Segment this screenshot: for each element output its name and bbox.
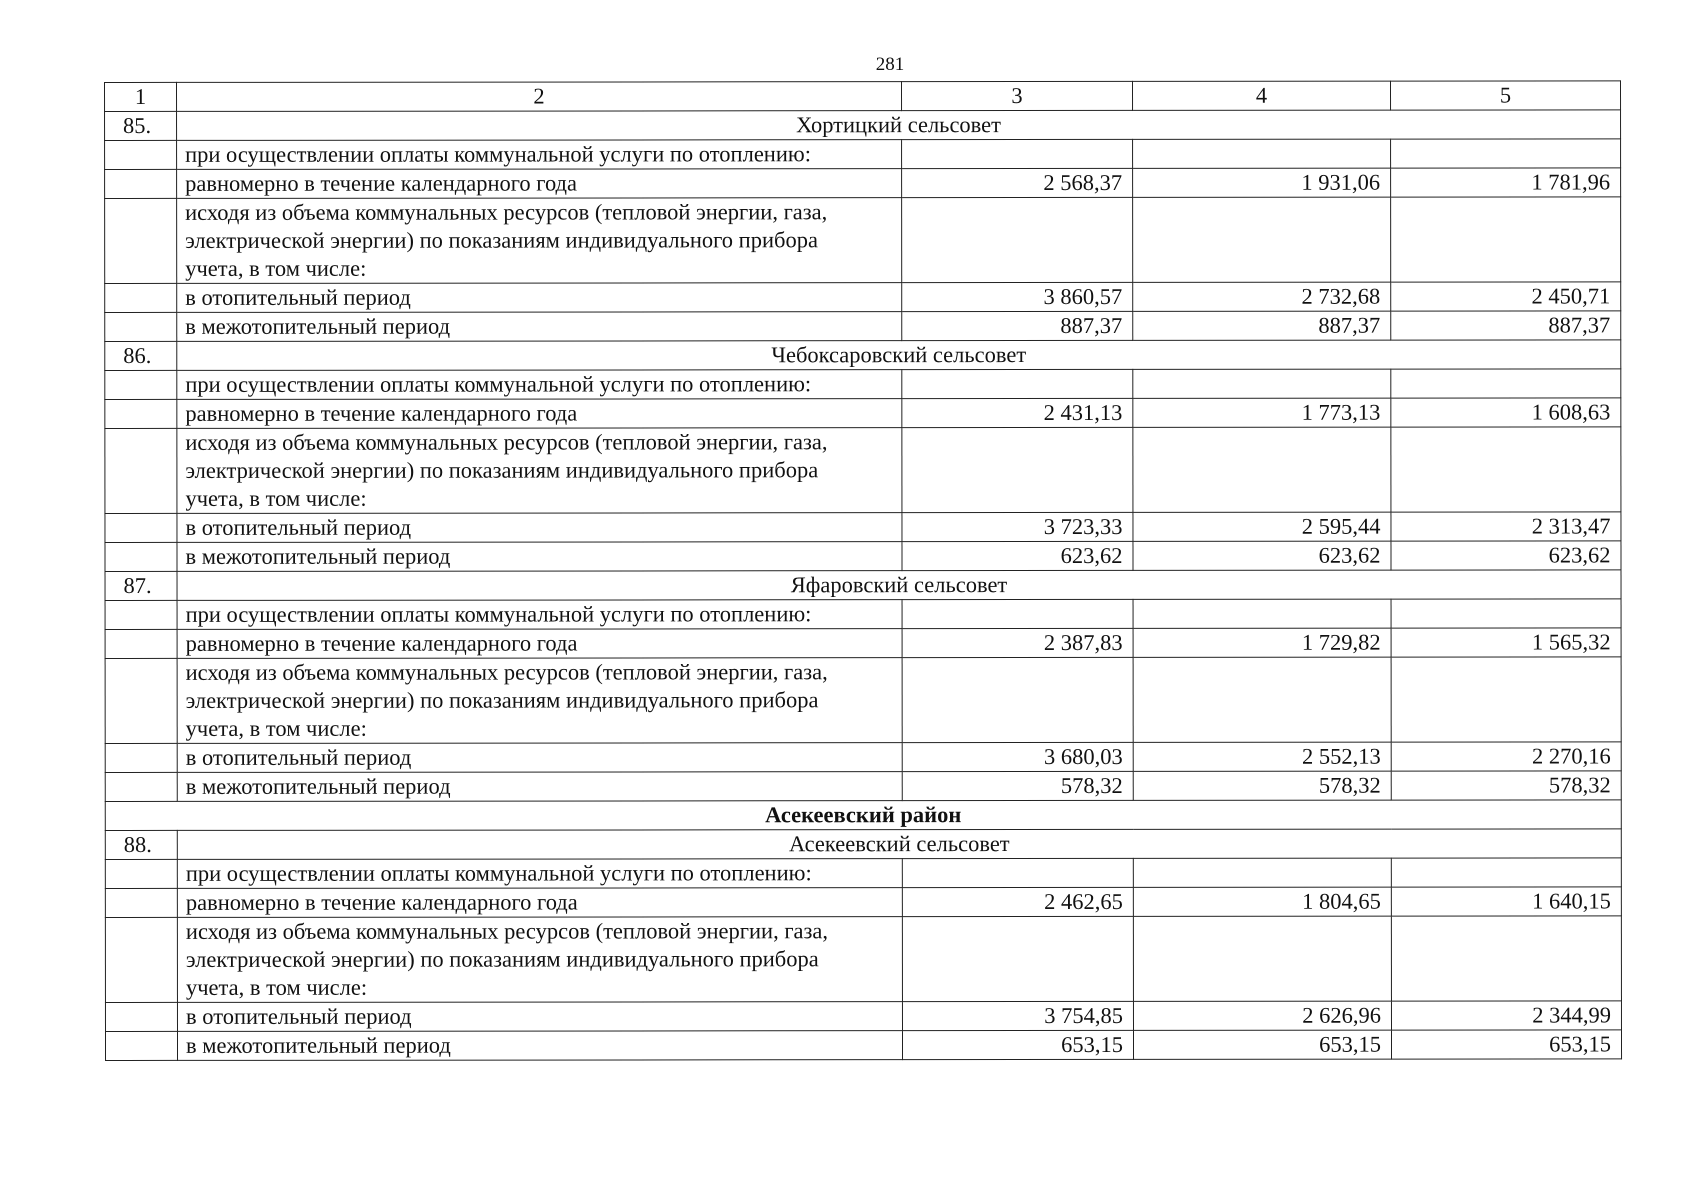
council-name: Чебоксаровский сельсовет xyxy=(177,340,1621,371)
meter-label-line: учета, в том числе: xyxy=(185,485,367,511)
tariff-value: 623,62 xyxy=(1133,541,1391,570)
payment-label-row xyxy=(105,369,1621,400)
tariff-value: 2 313,47 xyxy=(1391,512,1621,541)
empty-cell xyxy=(902,427,1133,512)
tariff-value: 2 595,44 xyxy=(1133,512,1391,541)
empty-cell xyxy=(105,370,177,399)
empty-cell xyxy=(1133,369,1391,398)
meter-row xyxy=(105,916,1621,1003)
tariff-table xyxy=(104,80,1622,1061)
row-number: 87. xyxy=(105,571,177,600)
column-header: 1 xyxy=(105,82,177,111)
meter-label-line: учета, в том числе: xyxy=(185,255,367,281)
empty-cell xyxy=(1133,916,1391,1001)
payment-label: при осуществлении оплаты коммунальной услуги по отоплению: xyxy=(177,140,902,170)
offseason-row xyxy=(105,311,1621,342)
heating-label: в отопительный период xyxy=(177,283,902,313)
empty-cell xyxy=(105,629,177,658)
tariff-value: 2 462,65 xyxy=(902,887,1133,916)
tariff-value: 887,37 xyxy=(902,311,1133,340)
meter-label xyxy=(177,198,902,284)
column-header: 4 xyxy=(1133,81,1391,110)
empty-cell xyxy=(902,369,1133,398)
district-name: Асекеевский район xyxy=(105,800,1621,831)
meter-label-line: электрической энергии) по показаниям индивидуального прибора xyxy=(185,457,819,483)
tariff-value: 653,15 xyxy=(902,1030,1133,1059)
empty-cell xyxy=(1133,657,1391,742)
empty-cell xyxy=(1391,427,1621,512)
council-name: Асекеевский сельсовет xyxy=(177,829,1621,860)
offseason-row xyxy=(105,771,1621,802)
meter-label-line: исходя из объема коммунальных ресурсов (тепловой энергии, газа, xyxy=(185,199,828,225)
column-header: 3 xyxy=(902,81,1133,110)
heating-label: в отопительный период xyxy=(177,1002,902,1032)
row-number: 86. xyxy=(105,341,177,370)
empty-cell xyxy=(1391,916,1621,1001)
tariff-value: 3 680,03 xyxy=(902,742,1133,771)
empty-cell xyxy=(105,399,177,428)
payment-label-row xyxy=(105,858,1621,889)
tariff-value: 887,37 xyxy=(1391,311,1621,340)
empty-cell xyxy=(105,542,177,571)
heating-row xyxy=(105,512,1621,543)
tariff-value: 623,62 xyxy=(902,541,1133,570)
meter-label-line: учета, в том числе: xyxy=(185,715,367,741)
district-row xyxy=(105,800,1621,831)
heating-row xyxy=(105,742,1621,773)
tariff-value: 1 773,13 xyxy=(1133,398,1391,427)
empty-cell xyxy=(1391,657,1621,742)
meter-label-line: электрической энергии) по показаниям индивидуального прибора xyxy=(185,946,819,972)
empty-cell xyxy=(1133,599,1391,628)
offseason-row xyxy=(105,1030,1621,1061)
council-name: Яфаровский сельсовет xyxy=(177,570,1621,601)
tariff-value: 1 729,82 xyxy=(1133,628,1391,657)
tariff-value: 3 754,85 xyxy=(902,1001,1133,1030)
uniform-row xyxy=(105,628,1621,659)
payment-label: при осуществлении оплаты коммунальной услуги по отоплению: xyxy=(177,859,902,889)
empty-cell xyxy=(105,513,177,542)
tariff-value: 887,37 xyxy=(1133,311,1391,340)
empty-cell xyxy=(902,858,1133,887)
page-number: 281 xyxy=(875,54,905,75)
empty-cell xyxy=(1391,197,1621,282)
empty-cell xyxy=(902,599,1133,628)
empty-cell xyxy=(105,428,177,513)
council-row xyxy=(105,829,1621,860)
empty-cell xyxy=(105,743,177,772)
empty-cell xyxy=(1391,599,1621,628)
meter-label-line: учета, в том числе: xyxy=(185,974,368,1000)
heating-row xyxy=(105,282,1621,313)
tariff-value: 653,15 xyxy=(1133,1030,1391,1059)
tariff-value: 2 270,16 xyxy=(1391,742,1621,771)
payment-label-row xyxy=(105,139,1621,170)
empty-cell xyxy=(105,283,177,312)
tariff-value: 2 626,96 xyxy=(1133,1001,1391,1030)
meter-label xyxy=(177,658,902,744)
empty-cell xyxy=(105,859,177,888)
tariff-value: 578,32 xyxy=(1391,771,1621,800)
empty-cell xyxy=(1391,369,1621,398)
tariff-value: 1 608,63 xyxy=(1391,398,1621,427)
empty-cell xyxy=(105,169,177,198)
uniform-row xyxy=(105,168,1621,199)
offseason-label: в межотопительный период xyxy=(177,542,902,572)
empty-cell xyxy=(105,140,177,169)
meter-row xyxy=(105,197,1621,284)
meter-label-line: исходя из объема коммунальных ресурсов (тепловой энергии, газа, xyxy=(185,429,828,455)
tariff-value: 578,32 xyxy=(902,771,1133,800)
uniform-label: равномерно в течение календарного года xyxy=(177,169,902,199)
council-row xyxy=(105,340,1621,371)
tariff-value: 2 552,13 xyxy=(1133,742,1391,771)
uniform-row xyxy=(105,398,1621,429)
tariff-value: 578,32 xyxy=(1133,771,1391,800)
meter-label xyxy=(177,917,902,1003)
tariff-value: 2 732,68 xyxy=(1133,282,1391,311)
meter-row xyxy=(105,427,1621,514)
tariff-value: 2 344,99 xyxy=(1391,1001,1621,1030)
meter-label xyxy=(177,428,902,514)
tariff-value: 1 640,15 xyxy=(1391,887,1621,916)
council-name: Хортицкий сельсовет xyxy=(177,110,1621,141)
empty-cell xyxy=(105,888,177,917)
empty-cell xyxy=(902,916,1133,1001)
offseason-row xyxy=(105,541,1621,572)
empty-cell xyxy=(902,197,1133,282)
empty-cell xyxy=(105,600,177,629)
tariff-value: 1 565,32 xyxy=(1391,628,1621,657)
tariff-value: 2 431,13 xyxy=(902,398,1133,427)
empty-cell xyxy=(1133,858,1391,887)
column-header-row xyxy=(105,81,1621,112)
uniform-label: равномерно в течение календарного года xyxy=(177,888,902,918)
tariff-table-body xyxy=(105,81,1622,1061)
empty-cell xyxy=(902,657,1133,742)
meter-label-line: исходя из объема коммунальных ресурсов (тепловой энергии, газа, xyxy=(185,918,829,944)
empty-cell xyxy=(105,198,177,283)
heating-label: в отопительный период xyxy=(177,743,902,773)
meter-label-line: исходя из объема коммунальных ресурсов (тепловой энергии, газа, xyxy=(185,659,828,685)
offseason-label: в межотопительный период xyxy=(177,1031,902,1061)
empty-cell xyxy=(902,139,1133,168)
tariff-value: 653,15 xyxy=(1391,1030,1621,1059)
empty-cell xyxy=(105,1031,177,1060)
uniform-row xyxy=(105,887,1621,918)
column-header: 5 xyxy=(1390,81,1620,110)
heating-row xyxy=(105,1001,1621,1032)
meter-row xyxy=(105,657,1621,744)
tariff-value: 2 568,37 xyxy=(902,168,1133,197)
offseason-label: в межотопительный период xyxy=(177,772,902,802)
empty-cell xyxy=(105,312,177,341)
column-header: 2 xyxy=(177,82,902,112)
meter-label-line: электрической энергии) по показаниям индивидуального прибора xyxy=(185,687,819,713)
tariff-value: 2 387,83 xyxy=(902,628,1133,657)
payment-label: при осуществлении оплаты коммунальной услуги по отоплению: xyxy=(177,600,902,630)
empty-cell xyxy=(105,772,177,801)
empty-cell xyxy=(1133,197,1391,282)
empty-cell xyxy=(1391,139,1621,168)
tariff-value: 3 860,57 xyxy=(902,282,1133,311)
uniform-label: равномерно в течение календарного года xyxy=(177,399,902,429)
empty-cell xyxy=(105,658,177,743)
council-row xyxy=(105,110,1621,141)
tariff-value: 1 781,96 xyxy=(1391,168,1621,197)
tariff-value: 1 804,65 xyxy=(1133,887,1391,916)
empty-cell xyxy=(1133,139,1391,168)
offseason-label: в межотопительный период xyxy=(177,312,902,342)
meter-label-line: электрической энергии) по показаниям индивидуального прибора xyxy=(185,227,818,253)
tariff-value: 3 723,33 xyxy=(902,512,1133,541)
empty-cell xyxy=(105,917,177,1002)
payment-label: при осуществлении оплаты коммунальной услуги по отоплению: xyxy=(177,370,902,400)
tariff-value: 1 931,06 xyxy=(1133,168,1391,197)
row-number: 85. xyxy=(105,111,177,140)
tariff-value: 2 450,71 xyxy=(1391,282,1621,311)
council-row xyxy=(105,570,1621,601)
uniform-label: равномерно в течение календарного года xyxy=(177,629,902,659)
heating-label: в отопительный период xyxy=(177,513,902,543)
payment-label-row xyxy=(105,599,1621,630)
row-number: 88. xyxy=(105,830,177,859)
empty-cell xyxy=(1133,427,1391,512)
empty-cell xyxy=(105,1002,177,1031)
tariff-value: 623,62 xyxy=(1391,541,1621,570)
empty-cell xyxy=(1391,858,1621,887)
